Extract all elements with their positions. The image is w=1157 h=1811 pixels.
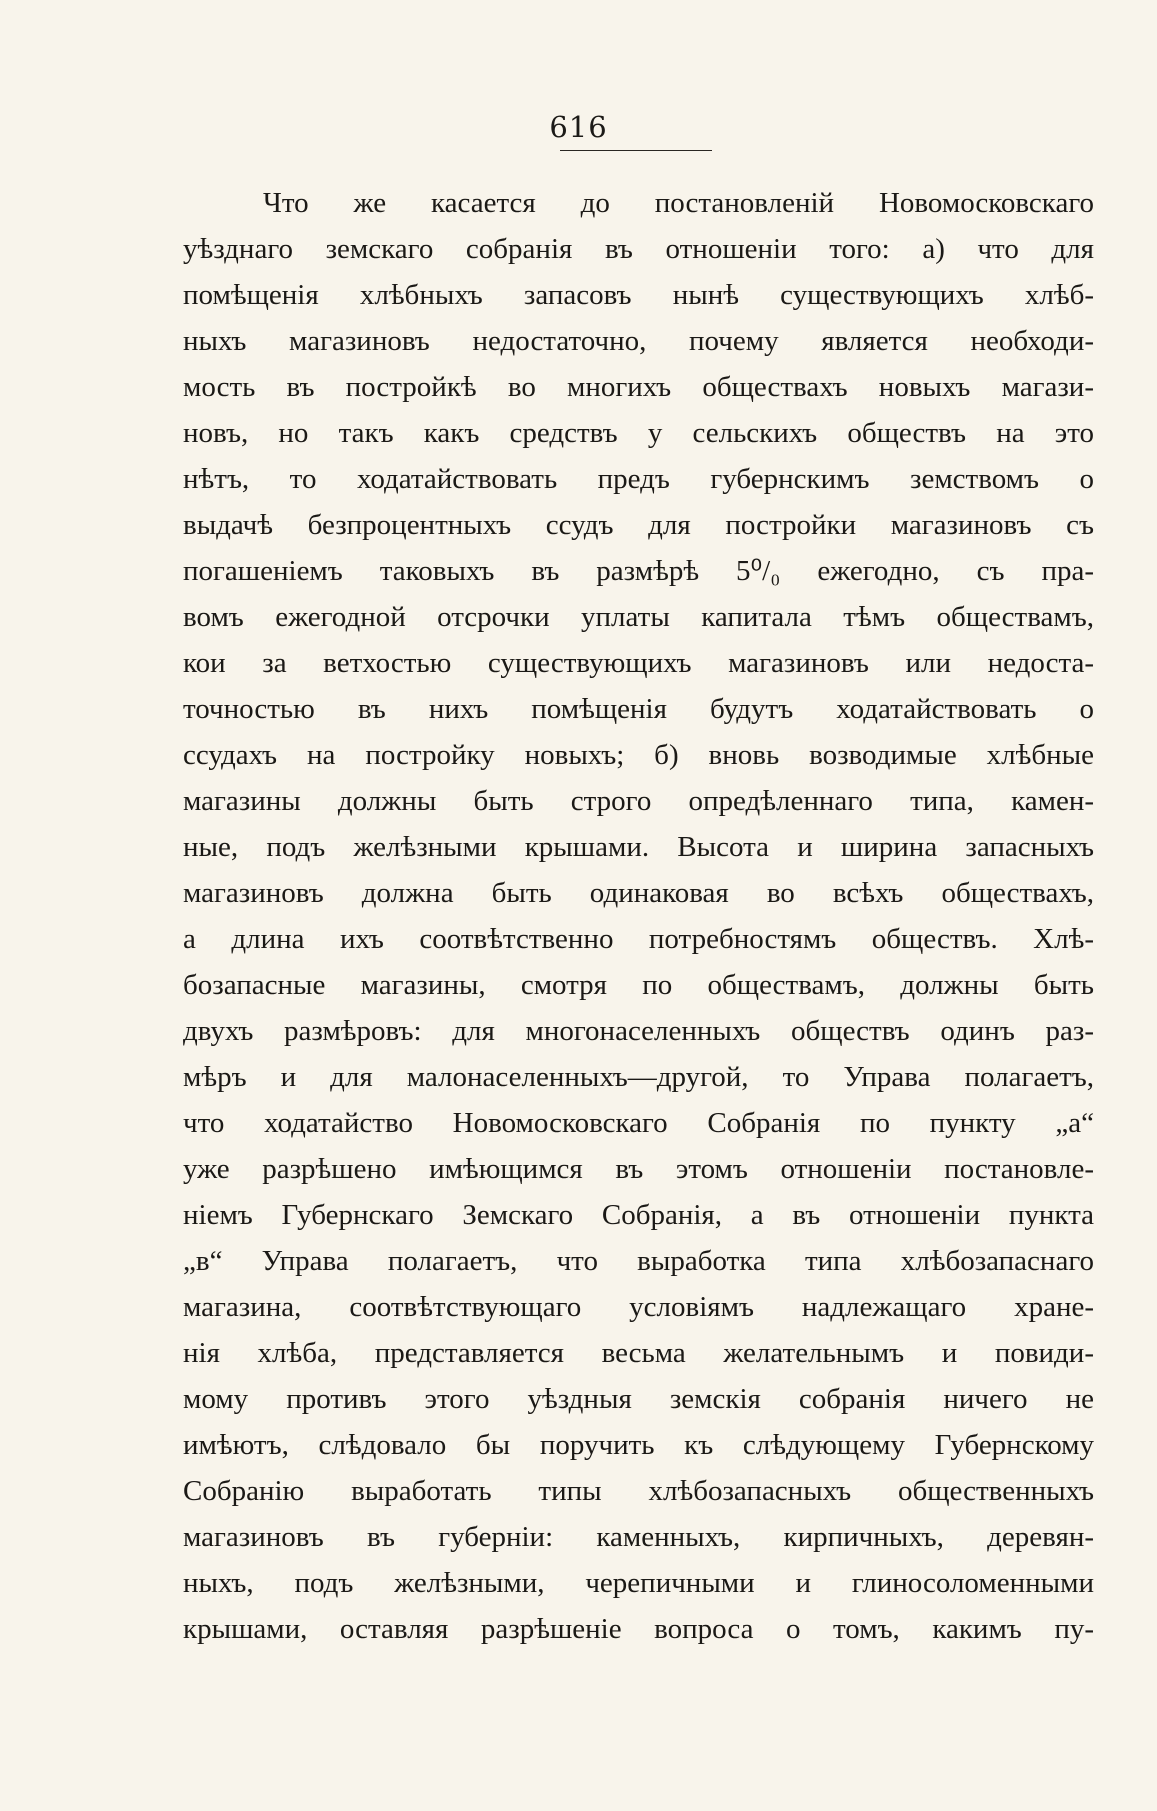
text-line: ные, подъ желѣзными крышами. Высота и ширина запасныхъ [183, 831, 1094, 863]
text-line: бозапасные магазины, смотря по обществамъ, должны быть [183, 969, 1094, 1001]
page-number: 616 [549, 110, 608, 144]
text-line: новъ, но такъ какъ средствъ у сельскихъ обществъ на это [183, 417, 1094, 449]
text-line: погашеніемъ таковыхъ въ размѣрѣ 5⁰/₀ ежегодно, съ пра- [183, 555, 1094, 587]
text-line: точностью въ нихъ помѣщенія будутъ ходатайствовать о [183, 693, 1094, 725]
text-line: нія хлѣба, представляется весьма желательнымъ и повиди- [183, 1337, 1094, 1369]
text-line: двухъ размѣровъ: для многонаселенныхъ обществъ одинъ раз- [183, 1015, 1094, 1047]
text-line: магазина, соотвѣтствующаго условіямъ надлежащаго хране- [183, 1291, 1094, 1323]
text-line: мому противъ этого уѣздныя земскія собранія ничего не [183, 1383, 1094, 1415]
text-line: „в“ Управа полагаетъ, что выработка типа хлѣбозапаснаго [183, 1245, 1094, 1277]
text-line: магазиновъ должна быть одинаковая во всѣхъ обществахъ, [183, 877, 1094, 909]
page-number-rule [560, 150, 712, 151]
text-line: магазины должны быть строго опредѣленнаго типа, камен- [183, 785, 1094, 817]
text-line: мость въ постройкѣ во многихъ обществахъ новыхъ магази- [183, 371, 1094, 403]
text-line: ныхъ магазиновъ недостаточно, почему является необходи- [183, 325, 1094, 357]
text-line: ныхъ, подъ желѣзными, черепичными и глиносоломенными [183, 1567, 1094, 1599]
text-line: кои за ветхостью существующихъ магазиновъ или недоста- [183, 647, 1094, 679]
text-line: Что же касается до постановленій Новомосковскаго [263, 187, 1094, 219]
body-text [183, 180, 1094, 1652]
text-line: вомъ ежегодной отсрочки уплаты капитала тѣмъ обществамъ, [183, 601, 1094, 633]
text-line: уѣзднаго земскаго собранія въ отношеніи того: а) что для [183, 233, 1094, 265]
text-line: ніемъ Губернскаго Земскаго Собранія, а въ отношеніи пункта [183, 1199, 1094, 1231]
text-line: а длина ихъ соотвѣтственно потребностямъ обществъ. Хлѣ- [183, 923, 1094, 955]
text-line: помѣщенія хлѣбныхъ запасовъ нынѣ существующихъ хлѣб- [183, 279, 1094, 311]
text-line: Собранію выработать типы хлѣбозапасныхъ общественныхъ [183, 1475, 1094, 1507]
text-line: ссудахъ на постройку новыхъ; б) вновь возводимые хлѣбные [183, 739, 1094, 771]
text-line: имѣютъ, слѣдовало бы поручить къ слѣдующему Губернскому [183, 1429, 1094, 1461]
text-line: нѣтъ, то ходатайствовать предъ губернскимъ земствомъ о [183, 463, 1094, 495]
text-line: магазиновъ въ губерніи: каменныхъ, кирпичныхъ, деревян- [183, 1521, 1094, 1553]
text-line: уже разрѣшено имѣющимся въ этомъ отношеніи постановле- [183, 1153, 1094, 1185]
text-line: что ходатайство Новомосковскаго Собранія по пункту „а“ [183, 1107, 1094, 1139]
text-line: крышами, оставляя разрѣшеніе вопроса о томъ, какимъ пу- [183, 1613, 1094, 1645]
text-line: выдачѣ безпроцентныхъ ссудъ для постройки магазиновъ съ [183, 509, 1094, 541]
text-line: мѣръ и для малонаселенныхъ—другой, то Управа полагаетъ, [183, 1061, 1094, 1093]
